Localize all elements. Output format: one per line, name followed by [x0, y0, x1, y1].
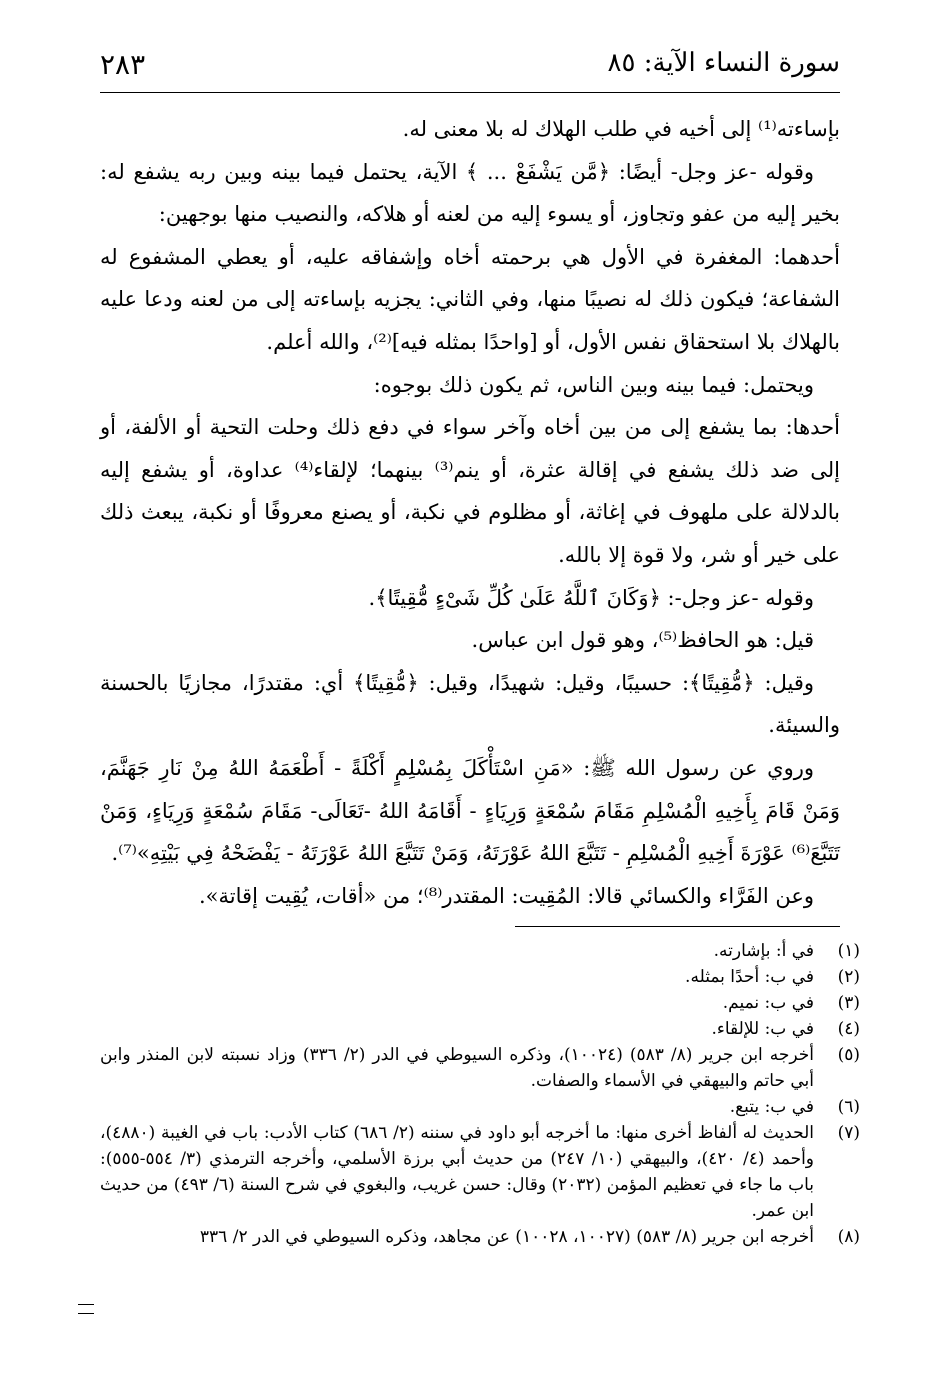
- paragraph-3: أحدهما: المغفرة في الأول هي برحمته أخاه وإشفاقه عليه، أو يعطي المشفوع له الشفاعة؛ فيكون ذلك له نصيبًا منها، وفي الثاني: يجزيه بإساءته إلى من لعنه ودعا عليه بالهلاك بلا استحقاق نفس الأول، أو [واحدًا بمثله فيه]⁽²⁾، والله أعلم.: [100, 244, 840, 354]
- paragraph-4: ويحتمل: فيما بينه وبين الناس، ثم يكون ذلك بوجوه:: [373, 372, 814, 397]
- footnote-1: [100, 938, 860, 964]
- header-rule: [100, 92, 840, 93]
- footnote-number: (٨): [837, 1227, 860, 1247]
- footnotes: [100, 938, 860, 1250]
- paragraph-7: قيل: هو الحافظ⁽⁵⁾، وهو قول ابن عباس.: [471, 628, 814, 653]
- page-header: [100, 40, 840, 90]
- footnote-text: الحديث له ألفاظ أخرى منها: ما أخرجه أبو داود في سننه (٢/ ٦٨٦) كتاب الأدب: باب في الغيبة (٤٨٨٠)، وأحمد (٤/ ٤٢٠)، والبيهقي (١٠/ ٢٤٧) من حديث أبي برزة الأسلمي، وأخرجه الترمذي (٣/ ٥٥٤-٥٥٥): باب ما جاء في تعظيم المؤمن (٢٠٣٢) وقال: حسن غريب، والبغوي في شرح السنة (٦/ ٤٩٣) من حديث ابن عمر.: [100, 1123, 815, 1221]
- paragraph-9: وروي عن رسول الله ﷺ: «مَنِ اسْتَأْكَلَ بِمُسْلِمٍ أَكْلَةً - أَطْعَمَهُ اللهُ مِنْ نَارِ جَهَنَّمَ، وَمَنْ قَامَ بِأَخِيهِ الْمُسْلِمِ مَقَامَ سُمْعَةٍ وَرِيَاءٍ - أَقَامَهُ اللهُ -تَعَالَى- مَقَامَ سُمْعَةٍ وَرِيَاءٍ، وَمَنْ تَتَبَّعَ⁽⁶⁾ عَوْرَةَ أَخِيهِ الْمُسْلِمِ - تَتَبَّعَ اللهُ عَوْرَتَهُ، وَمَنْ تَتَبَّعَ اللهُ عَوْرَتَهُ - يَفْضَحْهُ فِي بَيْتِهِ»⁽⁷⁾.: [100, 755, 840, 866]
- paragraph-6: وقوله -عز وجل-: ﴿وَكَانَ ٱللَّهُ عَلَىٰ كُلِّ شَىْءٍ مُّقِيتًا﴾.: [368, 585, 814, 610]
- footnote-rule: [515, 926, 840, 927]
- footnote-text: في أ: بإشارته.: [713, 941, 814, 961]
- page-number: ٢٨٣: [100, 48, 146, 81]
- footnote-text: في ب: للإلقاء.: [711, 1019, 814, 1039]
- paragraph-8: وقيل: ﴿مُّقِيتًا﴾: حسيبًا، وقيل: شهيدًا، وقيل: ﴿مُّقِيتًا﴾ أي: مقتدرًا، مجازيًا بالحسنة والسيئة.: [100, 670, 840, 738]
- footnote-number: (٣): [837, 993, 860, 1013]
- footnote-7: [100, 1120, 860, 1224]
- continuation-mark: [78, 1304, 94, 1314]
- footnote-4: [100, 1016, 860, 1042]
- footnote-number: (٦): [837, 1097, 860, 1117]
- footnote-text: أخرجه ابن جرير (٨/ ٥٨٣) (١٠٠٢٧، ١٠٠٢٨) عن مجاهد، وذكره السيوطي في الدر ٢/ ٣٣٦: [199, 1227, 814, 1247]
- footnote-6: [100, 1094, 860, 1120]
- footnote-number: (٢): [837, 967, 860, 987]
- footnote-number: (١): [837, 941, 860, 961]
- footnote-text: في ب: يتبع.: [729, 1097, 814, 1117]
- paragraph-5: أحدها: بما يشفع إلى من بين أخاه وآخر سواء في دفع ذلك وحلت التحية أو الألفة، أو إلى ضد ذلك يشفع في إقالة عثرة، أو ينم⁽³⁾ بينهما؛ لإلقاء⁽⁴⁾ عداوة، أو يشفع إليه بالدلالة على ملهوف في إغاثة، أو مظلوم في نكبة، أو يصنع معروفًا أو نكبة، يبعث ذلك على خير أو شر، ولا قوة إلا بالله.: [100, 415, 840, 567]
- footnote-2: [100, 964, 860, 990]
- footnote-5: [100, 1042, 860, 1094]
- footnote-8: [100, 1224, 860, 1250]
- footnote-number: (٤): [837, 1019, 860, 1039]
- footnote-text: في ب: أحدًا بمثله.: [685, 967, 814, 987]
- footnote-number: (٧): [837, 1123, 860, 1143]
- paragraph-1: بإساءته⁽¹⁾ إلى أخيه في طلب الهلاك له بلا معنى له.: [402, 117, 840, 141]
- footnote-text: أخرجه ابن جرير (٨/ ٥٨٣) (١٠٠٢٤)، وذكره السيوطي في الدر (٢/ ٣٣٦) وزاد نسبته لابن المنذر وابن أبي حاتم والبيهقي في الأسماء والصفات.: [100, 1045, 814, 1091]
- footnote-number: (٥): [837, 1045, 860, 1065]
- running-title: سورة النساء الآية: ٨٥: [607, 48, 840, 78]
- paragraph-2: وقوله -عز وجل- أيضًا: ﴿مَّن يَشْفَعْ ... ﴾ الآية، يحتمل فيما بينه وبين ربه يشفع له: بخير إليه من عفو وتجاوز، أو يسوء إليه من لعنه أو هلاكه، والنصيب منها بوجهين:: [100, 159, 840, 227]
- paragraph-10: وعن الفَرَّاء والكسائي قالا: المُقِيت: المقتدر⁽⁸⁾؛ من «أقات، يُقِيت إقاتة».: [199, 883, 814, 908]
- footnote-3: [100, 990, 860, 1016]
- main-text: [100, 108, 840, 917]
- footnote-text: في ب: نميم.: [722, 993, 814, 1013]
